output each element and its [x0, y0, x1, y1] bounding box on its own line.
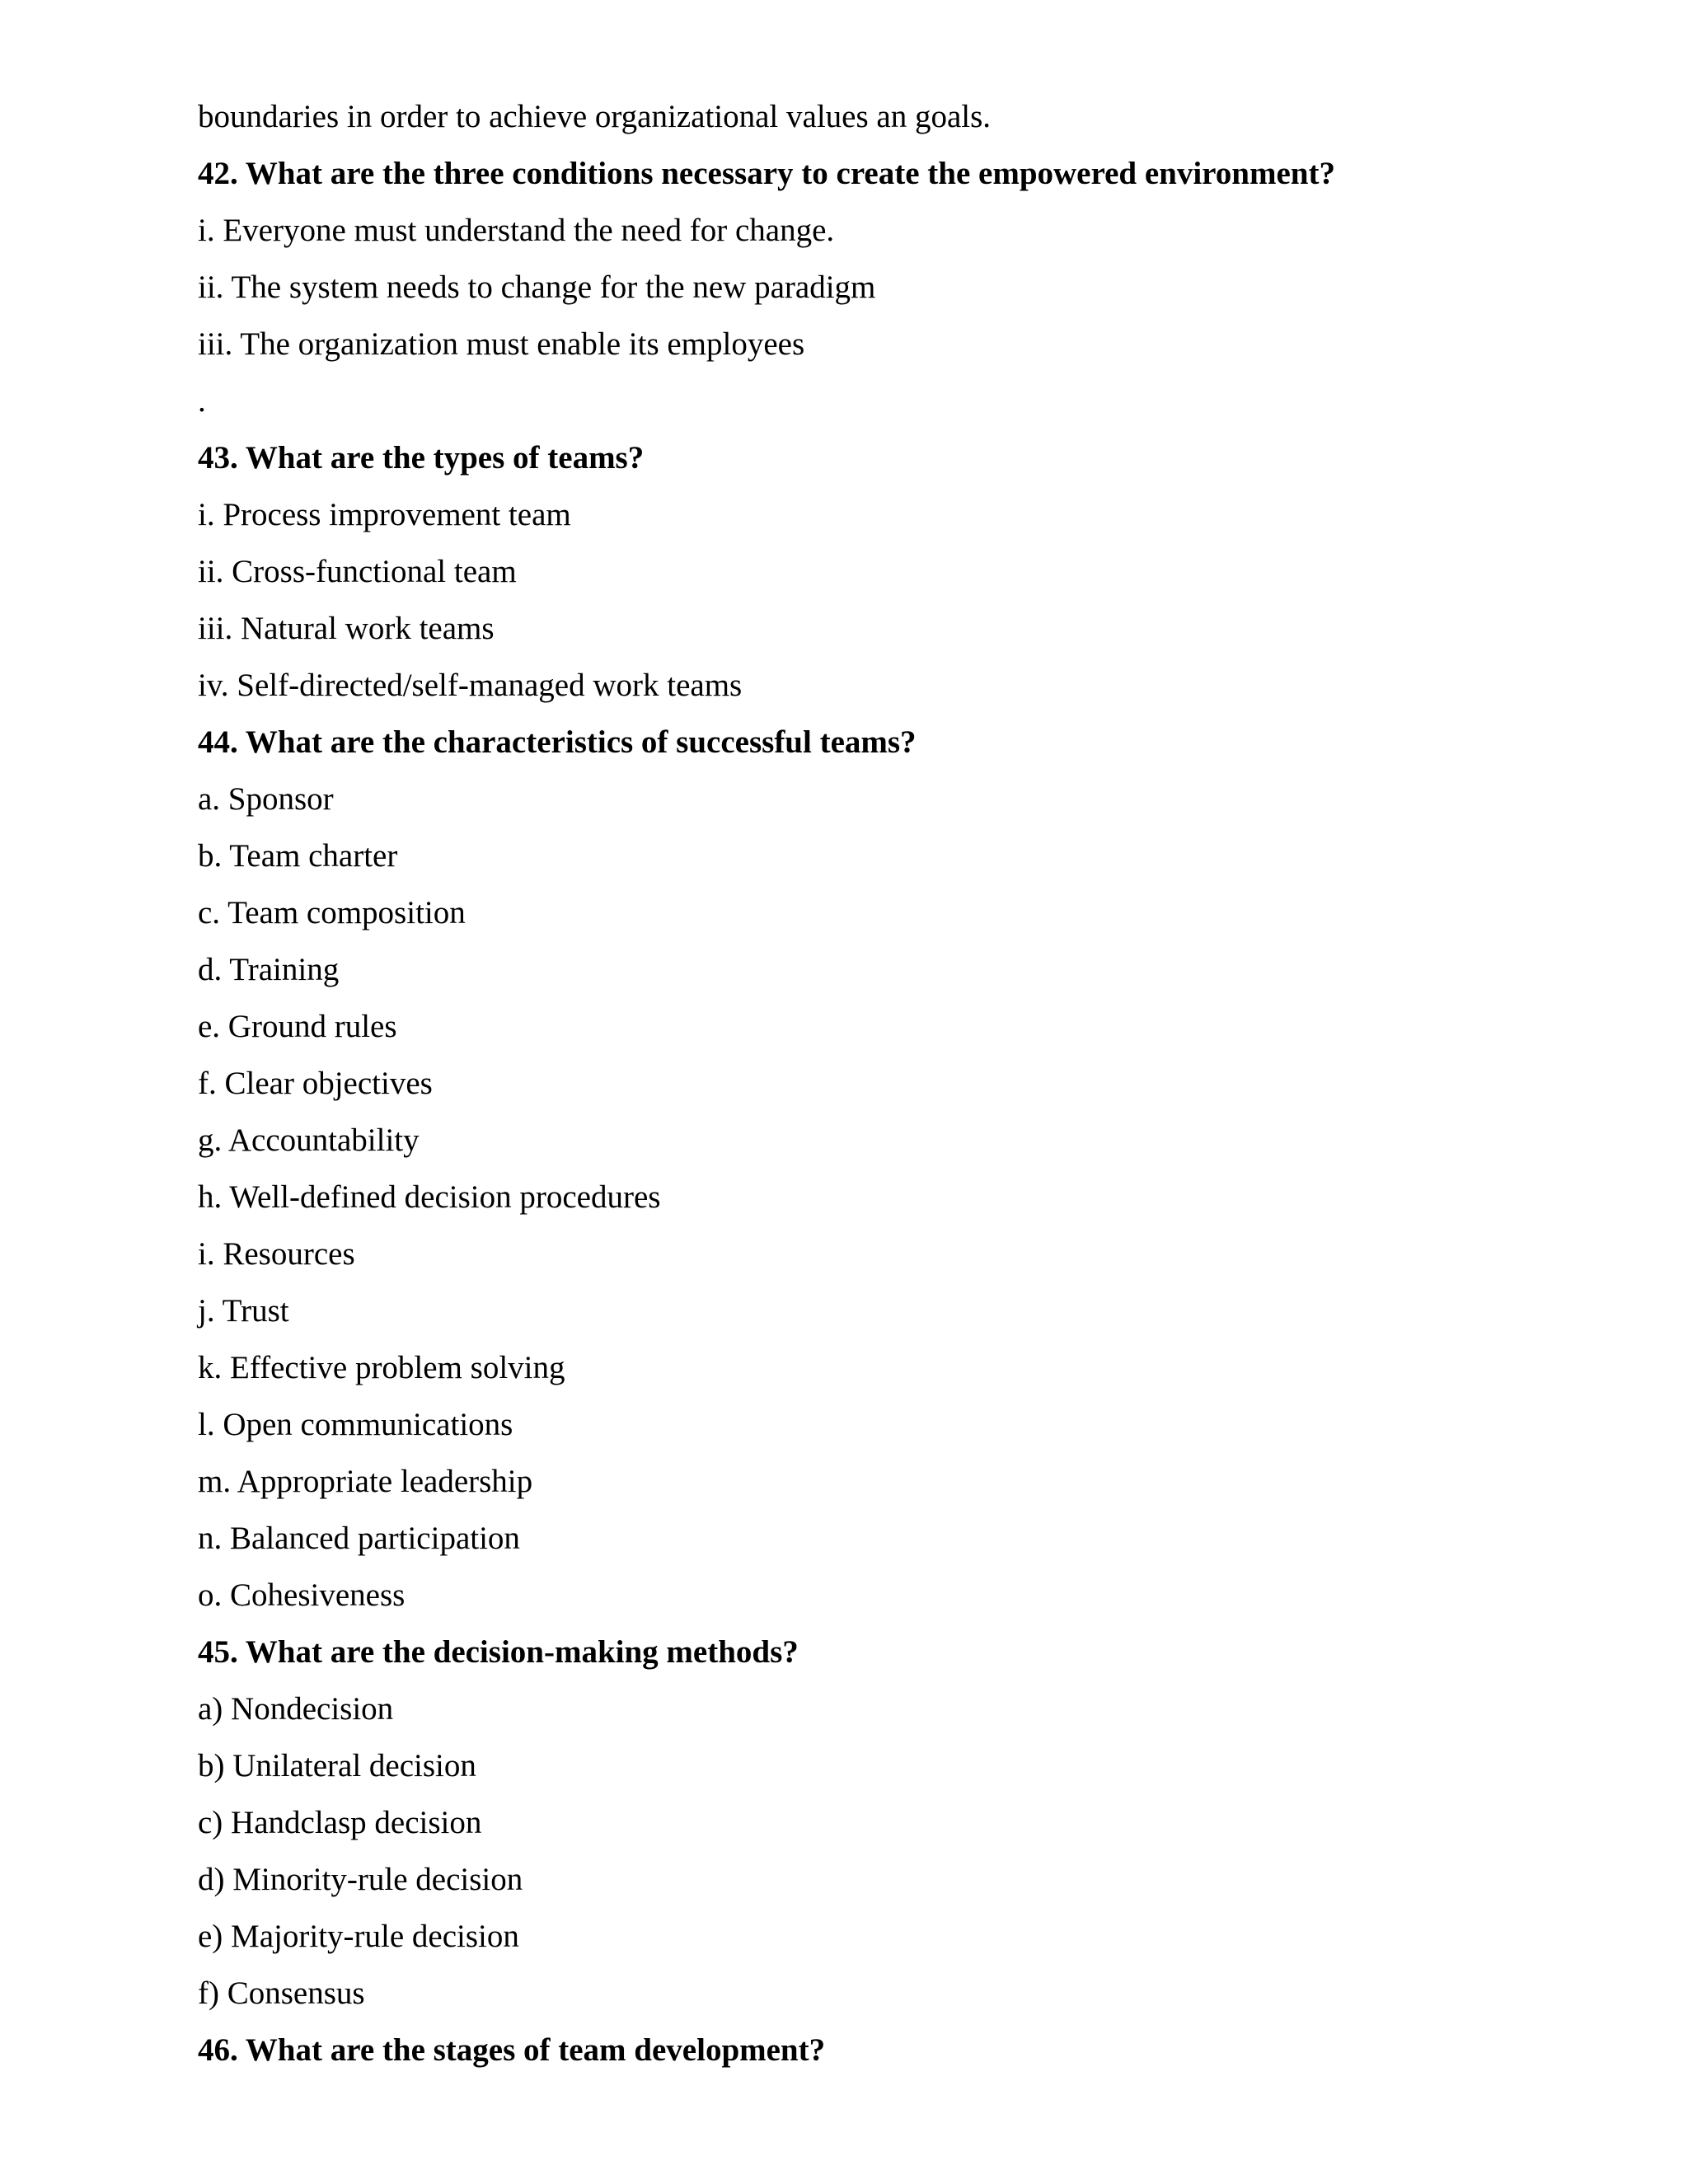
answer-line: o. Cohesiveness — [198, 1577, 406, 1613]
answer-line: ii. Cross-functional team — [198, 554, 517, 589]
answer-line: e) Majority-rule decision — [198, 1919, 519, 1954]
answer-line: h. Well-defined decision procedures — [198, 1179, 661, 1215]
answer-line: j. Trust — [198, 1293, 289, 1329]
answer-line: iii. Natural work teams — [198, 611, 495, 646]
question-heading: 45. What are the decision-making methods? — [198, 1634, 799, 1670]
answer-line: b. Team charter — [198, 838, 398, 874]
answer-line: f. Clear objectives — [198, 1066, 433, 1101]
answer-line: f) Consensus — [198, 1975, 365, 2011]
answer-line: boundaries in order to achieve organizational values an goals. — [198, 99, 992, 134]
answer-line: g. Accountability — [198, 1122, 420, 1158]
answer-line: ii. The system needs to change for the new paradigm — [198, 269, 876, 305]
answer-line: n. Balanced participation — [198, 1521, 520, 1556]
answer-line: . — [198, 383, 206, 419]
answer-line: b) Unilateral decision — [198, 1748, 476, 1783]
answer-line: k. Effective problem solving — [198, 1350, 565, 1385]
question-heading: 43. What are the types of teams? — [198, 440, 645, 476]
answer-line: i. Process improvement team — [198, 497, 571, 532]
answer-line: d. Training — [198, 952, 340, 987]
answer-line: c) Handclasp decision — [198, 1805, 482, 1840]
answer-line: iii. The organization must enable its employees — [198, 326, 805, 362]
question-heading: 44. What are the characteristics of successful teams? — [198, 724, 917, 760]
question-heading: 46. What are the stages of team development? — [198, 2032, 826, 2068]
answer-line: a) Nondecision — [198, 1691, 394, 1727]
question-heading: 42. What are the three conditions necessary to create the empowered environment? — [198, 156, 1335, 191]
answer-line: d) Minority-rule decision — [198, 1862, 523, 1897]
answer-line: i. Resources — [198, 1236, 355, 1272]
answer-line: iv. Self-directed/self-managed work teams — [198, 668, 743, 703]
document-body — [198, 92, 1599, 2083]
answer-line: i. Everyone must understand the need for change. — [198, 213, 835, 248]
answer-line: l. Open communications — [198, 1407, 513, 1442]
answer-line: c. Team composition — [198, 895, 466, 930]
answer-line: e. Ground rules — [198, 1009, 397, 1044]
answer-line: a. Sponsor — [198, 781, 334, 817]
answer-line: m. Appropriate leadership — [198, 1464, 533, 1499]
